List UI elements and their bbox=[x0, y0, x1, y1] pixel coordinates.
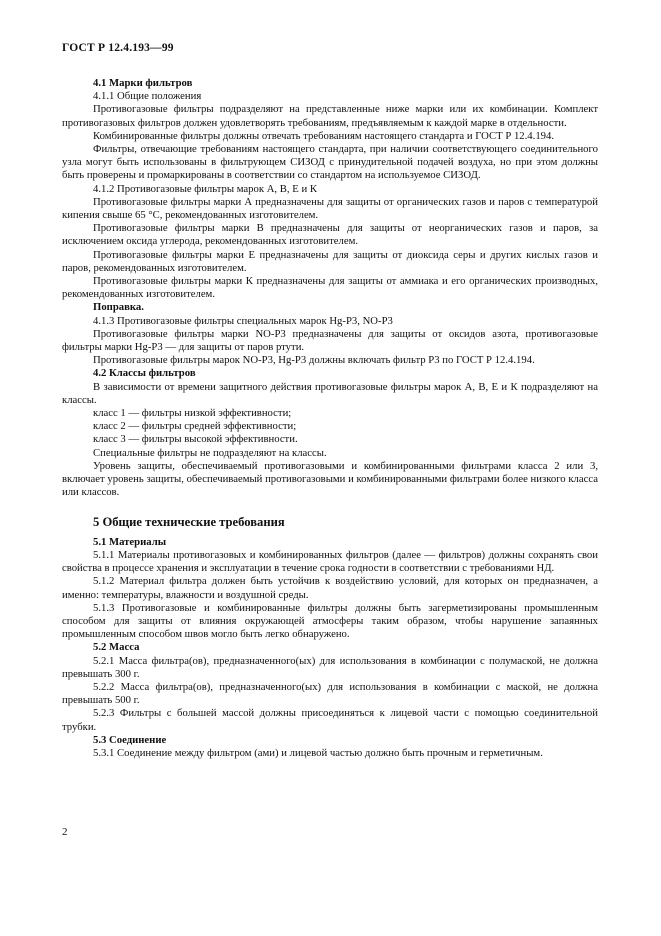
subsection-heading: 4.1 Марки фильтров bbox=[93, 77, 193, 89]
paragraph: 5.2.1 Масса фильтра(ов), предназначенного(ых) для использования в комбинации с полумаской, не должна превышать 300 г. bbox=[62, 654, 598, 680]
paragraph: Противогазовые фильтры марки А предназначены для защиты от органических газов и паров с температурой кипения свыше 65 °С, рекомендованных изготовителем. bbox=[62, 195, 598, 222]
section-heading: 5 Общие технические требования bbox=[93, 514, 285, 529]
subsection-heading: 4.2 Классы фильтров bbox=[93, 367, 196, 380]
paragraph: Противогазовые фильтры марки NO-P3 предназначены для защиты от оксидов азота, противогазовые фильтры марки Hg-P3 — для защиты от паров ртути. bbox=[62, 327, 598, 354]
paragraph: класс 2 — фильтры средней эффективности; bbox=[93, 420, 297, 433]
paragraph: Противогазовые фильтры марки К предназначены для защиты от аммиака и его органических производных, рекомендованных изготовителем. bbox=[62, 275, 598, 301]
subsection-heading: Поправка. bbox=[93, 301, 144, 314]
paragraph: 4.1.2 Противогазовые фильтры марок А, В, Е и К bbox=[93, 182, 317, 195]
paragraph: Противогазовые фильтры подразделяют на представленные ниже марки или их комбинации. Комплект противогазовых фильтров должен удовлетворять требованиям, предъявляемым к каждой марке в отдельности. bbox=[62, 103, 598, 129]
page-number: 2 bbox=[62, 826, 68, 838]
paragraph: Противогазовые фильтры марки Е предназначены для защиты от диоксида серы и других кислых газов и паров, рекомендованных изготовителем. bbox=[62, 248, 598, 274]
subsection-heading: 5.3 Соединение bbox=[93, 733, 167, 746]
paragraph: 5.2.2 Масса фильтра(ов), предназначенного(ых) для использования в комбинации с маской, не должна превышать 500 г. bbox=[62, 680, 598, 707]
paragraph: Комбинированные фильтры должны отвечать требованиям настоящего стандарта и ГОСТ Р 12.4.194. bbox=[93, 129, 555, 142]
paragraph: 4.1.1 Общие положения bbox=[93, 90, 202, 103]
paragraph: класс 1 — фильтры низкой эффективности; bbox=[93, 407, 292, 420]
document-header: ГОСТ Р 12.4.193—99 bbox=[62, 42, 174, 54]
subsection-heading: 5.2 Масса bbox=[93, 641, 140, 654]
paragraph: 5.3.1 Соединение между фильтром (ами) и лицевой частью должно быть прочным и герметичным. bbox=[93, 746, 543, 759]
paragraph: Фильтры, отвечающие требованиям настоящего стандарта, при наличии соответствующего соединительного узла могут быть использованы в фильтрующем СИЗОД с принудительной подачей воздуха, но при этом должны быть проверены и промаркированы в соответствии со стандартом на используемое СИЗОД. bbox=[62, 143, 598, 182]
subsection-heading: 5.1 Материалы bbox=[93, 535, 167, 548]
paragraph: класс 3 — фильтры высокой эффективности. bbox=[93, 433, 298, 446]
paragraph: 5.1.3 Противогазовые и комбинированные фильтры должны быть загерметизированы промышленным способом для защиты от влияния окружающей атмосферы таким образом, чтобы нарушение запаянных промышленным способом швов могло быть легко обнаружено. bbox=[62, 601, 598, 641]
paragraph: Специальные фильтры не подразделяют на классы. bbox=[93, 446, 327, 459]
document-body bbox=[62, 77, 598, 760]
paragraph: 5.1.1 Материалы противогазовых и комбинированных фильтров (далее — фильтров) должны сохранять свои свойства в процессе хранения и эксплуатации в течение срока годности в соответствии с требованиями НД. bbox=[62, 548, 598, 575]
paragraph: Противогазовые фильтры марок NO-P3, Hg-P3 должны включать фильтр Р3 по ГОСТ Р 12.4.194. bbox=[93, 354, 535, 367]
paragraph: Уровень защиты, обеспечиваемый противогазовыми и комбинированными фильтрами класса 2 или 3, включает уровень защиты, обеспечиваемый противогазовыми и комбинированными фильтрами более низкого класса или классов. bbox=[62, 459, 598, 499]
paragraph: 5.2.3 Фильтры с большей массой должны присоединяться к лицевой части с помощью соединительной трубки. bbox=[62, 707, 598, 733]
paragraph: Противогазовые фильтры марки В предназначены для защиты от неорганических газов и паров, за исключением оксида углерода, рекомендованных изготовителем. bbox=[62, 222, 598, 248]
paragraph: В зависимости от времени защитного действия противогазовые фильтры марок А, В, Е и К подразделяют на классы. bbox=[62, 380, 598, 406]
paragraph: 4.1.3 Противогазовые фильтры специальных марок Hg-P3, NO-P3 bbox=[93, 314, 393, 327]
paragraph: 5.1.2 Материал фильтра должен быть устойчив к воздействию условий, для которых он предназначен, а именно: температуры, влажности и воздушной среды. bbox=[62, 575, 598, 601]
